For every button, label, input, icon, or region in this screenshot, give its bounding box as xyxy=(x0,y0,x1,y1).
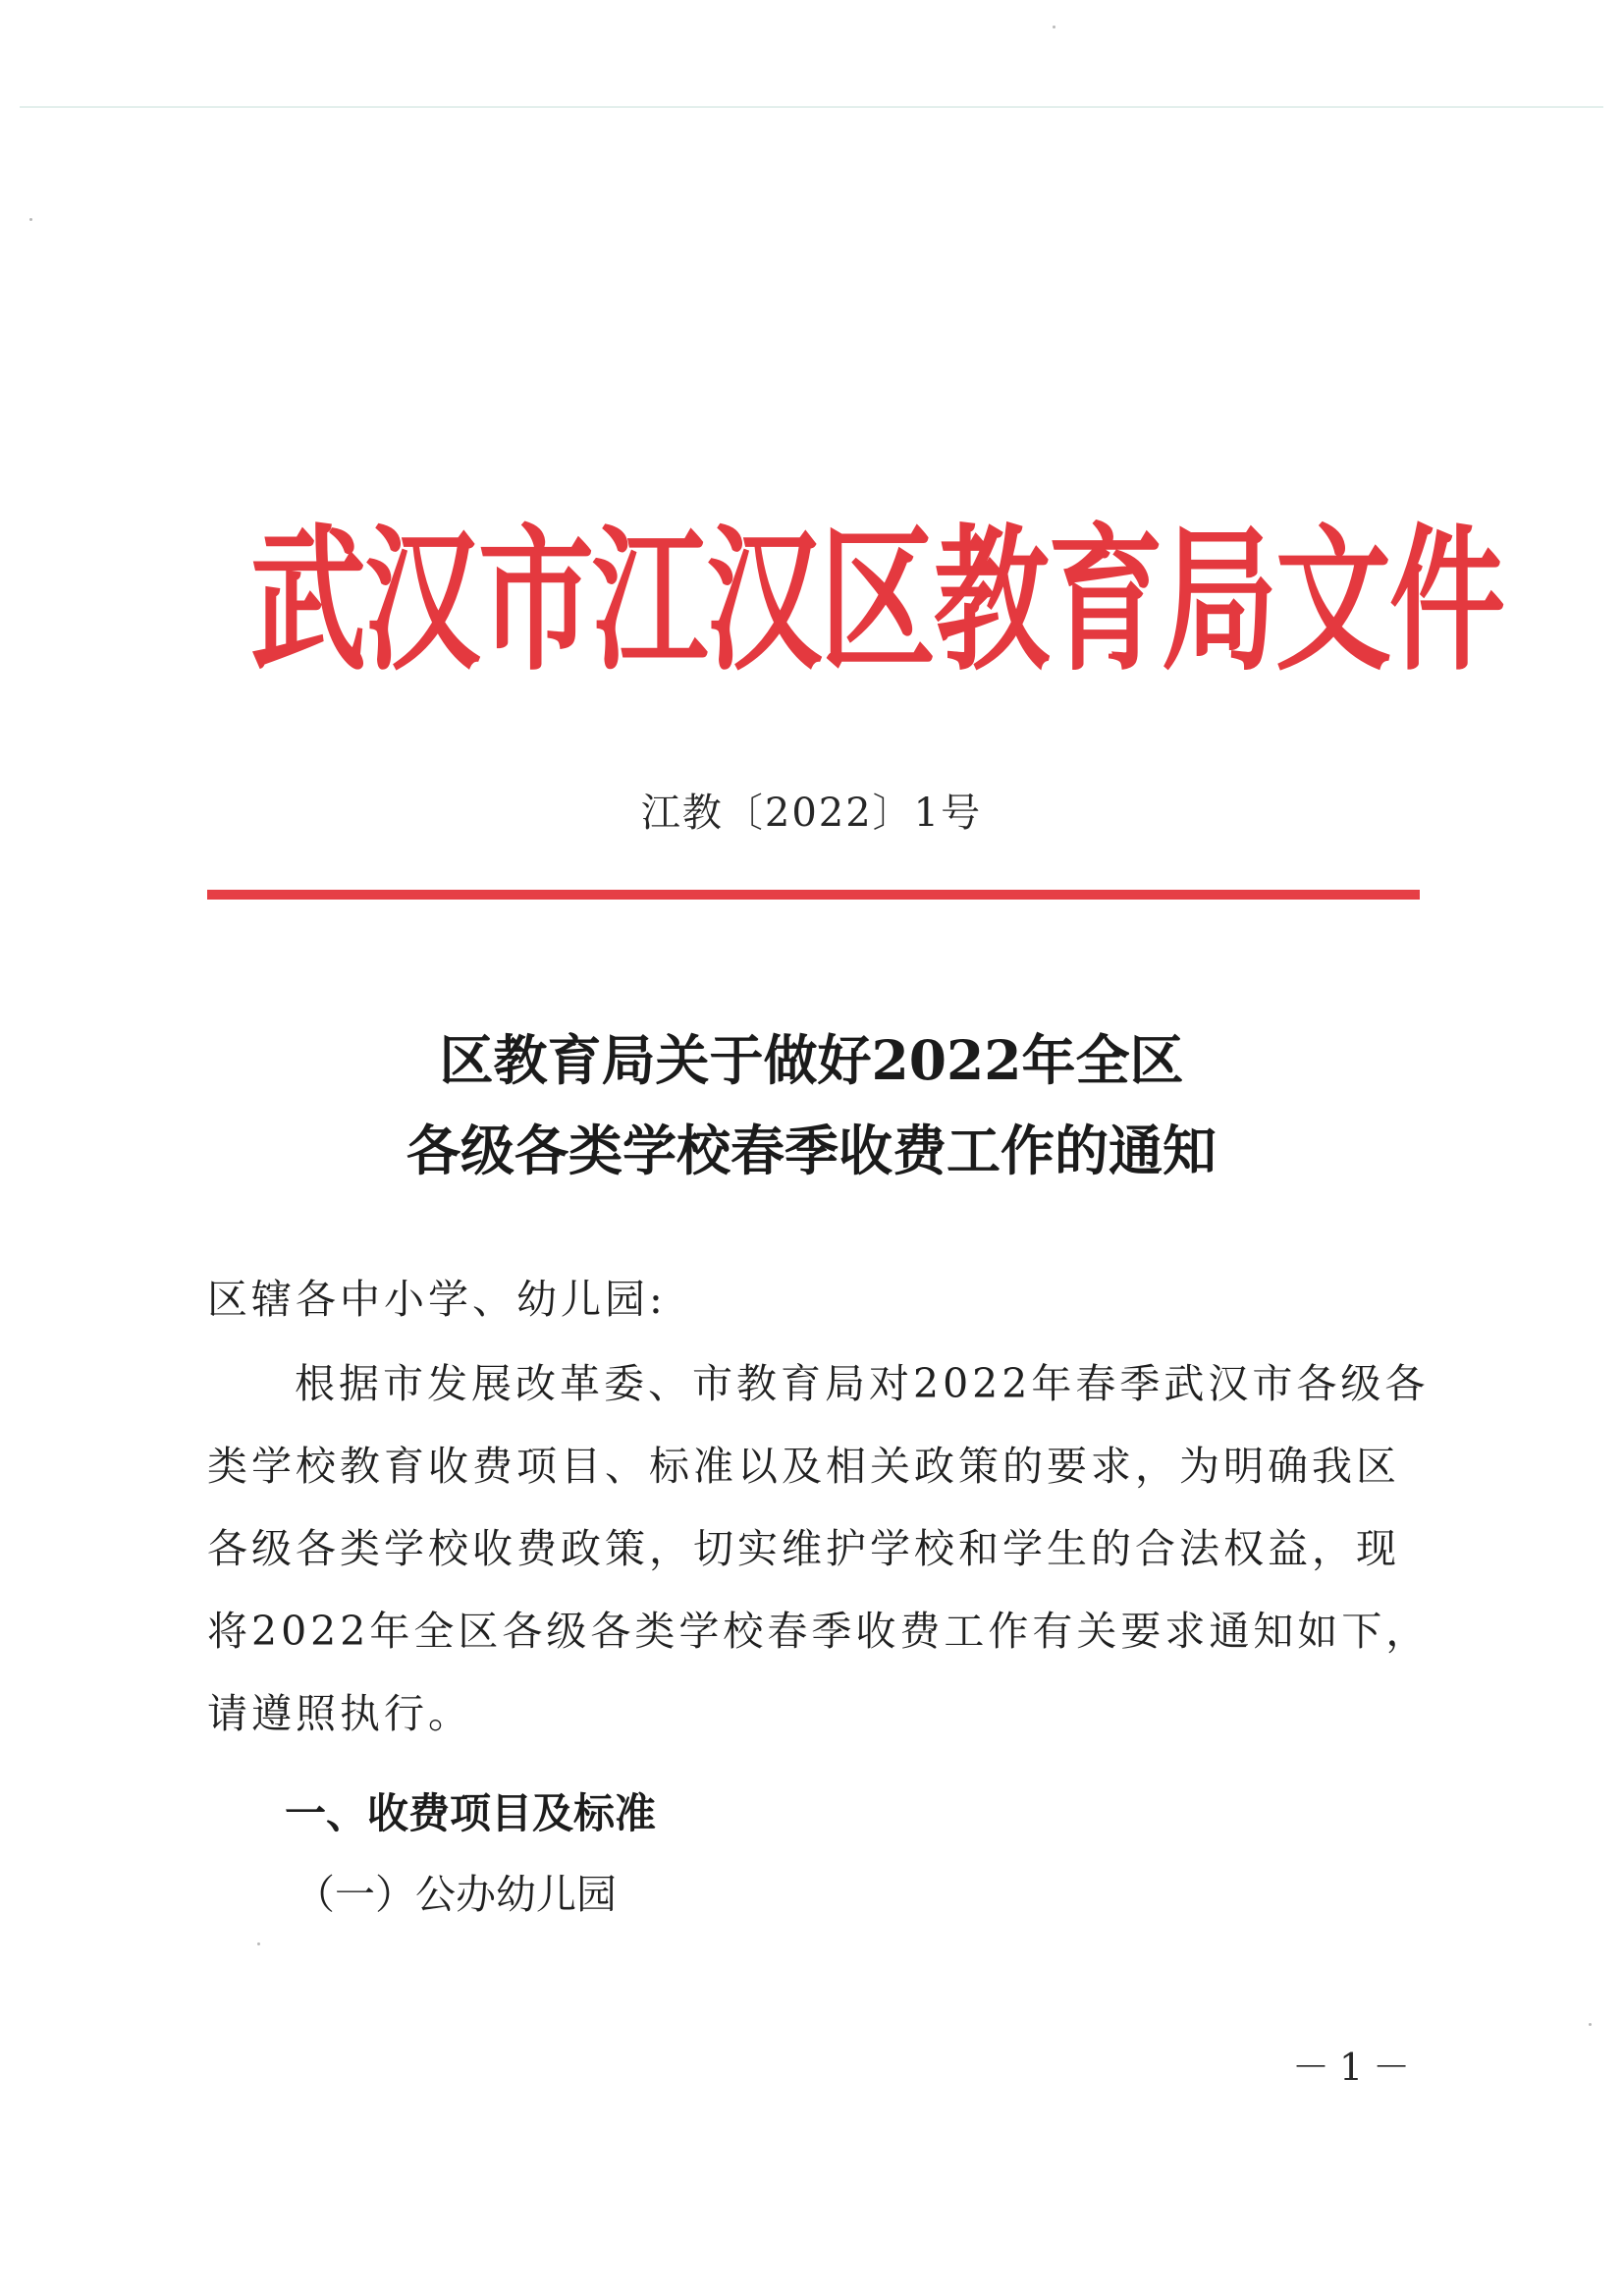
scan-speck xyxy=(1589,2023,1592,2026)
masthead-char: 文 xyxy=(1275,509,1392,692)
page-number: －1－ xyxy=(1292,2046,1421,2089)
document-number: 江教〔2022〕1号 xyxy=(640,791,983,836)
masthead-char: 市 xyxy=(478,509,595,692)
scan-speck xyxy=(1053,26,1055,28)
scan-speck xyxy=(29,218,32,221)
paragraph-line: 根据市发展改革委、市教育局对2022年春季武汉市各级各 xyxy=(295,1360,1430,1407)
masthead-char: 江 xyxy=(592,509,709,692)
notice-title-line-2: 各级各类学校春季收费工作的通知 xyxy=(406,1119,1217,1182)
masthead-char: 区 xyxy=(820,509,937,692)
paragraph-line: 请遵照执行。 xyxy=(207,1690,472,1737)
subsection-heading: （一）公办幼儿园 xyxy=(295,1871,617,1918)
notice-title-line-1: 区教育局关于做好2022年全区 xyxy=(439,1028,1184,1092)
masthead-char: 教 xyxy=(934,509,1051,692)
section-heading: 一、收费项目及标准 xyxy=(285,1789,657,1837)
masthead-char: 汉 xyxy=(364,509,481,692)
masthead-char: 局 xyxy=(1162,509,1278,692)
paragraph-line: 各级各类学校收费政策，切实维护学校和学生的合法权益，现 xyxy=(207,1525,1400,1572)
salutation: 区辖各中小学、幼儿园: xyxy=(207,1276,667,1323)
scan-speck xyxy=(257,1942,260,1945)
masthead-char: 育 xyxy=(1048,509,1164,692)
document-masthead xyxy=(250,428,1506,746)
masthead-char: 武 xyxy=(250,509,367,692)
paragraph-line: 类学校教育收费项目、标准以及相关政策的要求，为明确我区 xyxy=(207,1443,1400,1490)
red-separator-line xyxy=(207,890,1420,900)
scan-edge-line xyxy=(20,106,1603,108)
masthead-char: 件 xyxy=(1389,509,1506,692)
paragraph-line: 将2022年全区各级各类学校春季收费工作有关要求通知如下， xyxy=(207,1608,1431,1655)
masthead-char: 汉 xyxy=(706,509,823,692)
